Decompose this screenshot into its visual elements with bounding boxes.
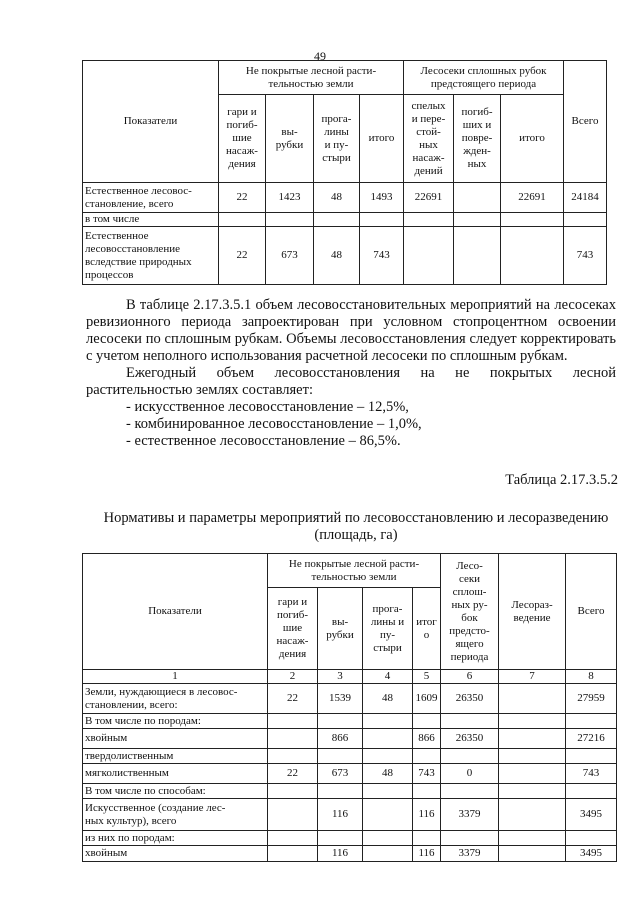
body-text: [86, 297, 616, 450]
cell: [499, 729, 566, 749]
column-number: 4: [363, 670, 413, 684]
header-felling: вы- рубки: [318, 588, 363, 670]
row-label: Земли, нуждающиеся в лесовос- становлении, всего:: [83, 684, 268, 714]
table-2-label: Таблица 2.17.3.5.2: [505, 472, 618, 488]
cell: 26350: [441, 684, 499, 714]
list-item-natural: - естественное лесовосстановление – 86,5%.: [126, 433, 401, 449]
cell: 3379: [441, 846, 499, 862]
table-row: [83, 764, 617, 784]
table-row: [83, 213, 607, 227]
cell: 48: [314, 227, 360, 285]
cell: [363, 846, 413, 862]
cell: [454, 227, 501, 285]
table-row: [83, 784, 617, 799]
cell: 3379: [441, 799, 499, 831]
cell: 22: [219, 227, 266, 285]
cell: 22: [268, 764, 318, 784]
header-not-covered-lands: Не покрытые лесной расти- тельностью земли: [268, 554, 441, 588]
header-dead-damaged: погиб- ших и повре- жден- ных: [454, 95, 501, 183]
cell: 26350: [441, 729, 499, 749]
table-2-title: Нормативы и параметры мероприятий по лесовосстановлению и лесоразведению (площадь, га): [103, 510, 609, 543]
list-item-artificial: - искусственное лесовосстановление – 12,5%,: [126, 399, 409, 415]
cell: 116: [413, 799, 441, 831]
row-label: хвойным: [83, 729, 268, 749]
row-label: в том числе: [83, 213, 219, 227]
header-burnt-dead: гари и погиб- шие насаж- дения: [268, 588, 318, 670]
row-label: из них по породам:: [83, 831, 268, 846]
cell: 743: [413, 764, 441, 784]
table-row: [83, 227, 607, 285]
cell: 866: [413, 729, 441, 749]
header-not-covered-lands: Не покрытые лесной расти- тельностью земли: [219, 61, 404, 95]
cell: 0: [441, 764, 499, 784]
column-number: 1: [83, 670, 268, 684]
cell: [499, 764, 566, 784]
cell: 27959: [566, 684, 617, 714]
cell: 48: [363, 684, 413, 714]
cell: 1609: [413, 684, 441, 714]
paragraph-1: В таблице 2.17.3.5.1 объем лесовосстановительных мероприятий на лесосеках ревизионного периода запроектирован при условном стопроцентном освоении лесосеки по сплошным рубкам. Объемы лесовосстановления следует корректировать с учетом неполного использования расчетной лесосеки по сплошным рубкам.: [86, 297, 616, 364]
cell: 673: [266, 227, 314, 285]
header-indicators: Показатели: [83, 61, 219, 183]
row-label: мягколиственным: [83, 764, 268, 784]
header-cutting-areas: Лесосеки сплошных рубок предстоящего периода: [404, 61, 564, 95]
table-row: [83, 729, 617, 749]
column-number: 3: [318, 670, 363, 684]
header-indicators: Показатели: [83, 554, 268, 670]
cell: 116: [318, 846, 363, 862]
cell: 743: [566, 764, 617, 784]
table-row: [83, 714, 617, 729]
cell: 3495: [566, 799, 617, 831]
cell: 22691: [404, 183, 454, 213]
cell: 743: [564, 227, 607, 285]
table-row: [83, 831, 617, 846]
cell: 3495: [566, 846, 617, 862]
row-label: твердолиственным: [83, 749, 268, 764]
cell: [499, 846, 566, 862]
cell: [454, 183, 501, 213]
header-mature-stands: спелых и пере- стой- ных насаж- дений: [404, 95, 454, 183]
cell: 22: [219, 183, 266, 213]
header-subtotal: итог о: [413, 588, 441, 670]
row-label: Искусственное (создание лес- ных культур), всего: [83, 799, 268, 831]
column-number: 2: [268, 670, 318, 684]
row-label: Естественное лесовос- становление, всего: [83, 183, 219, 213]
column-number: 6: [441, 670, 499, 684]
cell: [499, 799, 566, 831]
page-number: 49: [314, 49, 326, 63]
table-row: [83, 749, 617, 764]
cell: [268, 846, 318, 862]
cell: 24184: [564, 183, 607, 213]
header-afforestation: Лесораз- ведение: [499, 554, 566, 670]
cell: 22691: [501, 183, 564, 213]
header-felling: вы- рубки: [266, 95, 314, 183]
header-total: Всего: [566, 554, 617, 670]
cell: [499, 684, 566, 714]
column-numbers-row: [83, 670, 617, 684]
header-subtotal-2: итого: [501, 95, 564, 183]
cell: 673: [318, 764, 363, 784]
header-subtotal: итого: [360, 95, 404, 183]
list-item-combined: - комбинированное лесовосстановление – 1,0%,: [126, 416, 422, 432]
header-cutting-areas: Лесо- секи сплош- ных ру- бок предсто- ящего периода: [441, 554, 499, 670]
row-label: Естественное лесовосстановление вследствие природных процессов: [83, 227, 219, 285]
cell: [268, 729, 318, 749]
table-row: [83, 846, 617, 862]
cell: [404, 227, 454, 285]
cell: 866: [318, 729, 363, 749]
row-label: В том числе по породам:: [83, 714, 268, 729]
header-total: Всего: [564, 61, 607, 183]
cell: 1539: [318, 684, 363, 714]
row-label: хвойным: [83, 846, 268, 862]
table-row: [83, 684, 617, 714]
header-burnt-dead: гари и погиб- шие насаж- дения: [219, 95, 266, 183]
table-reforestation-volume: [82, 60, 607, 285]
cell: [363, 799, 413, 831]
table-row: [83, 799, 617, 831]
paragraph-2: Ежегодный объем лесовосстановления на не покрытых лесной растительностью землях составляет:: [86, 365, 616, 398]
table-reforestation-norms: [82, 553, 617, 862]
cell: 48: [314, 183, 360, 213]
header-glades: прога- лины и пу- стыри: [314, 95, 360, 183]
table-row: [83, 183, 607, 213]
cell: 116: [413, 846, 441, 862]
column-number: 7: [499, 670, 566, 684]
row-label: В том числе по способам:: [83, 784, 268, 799]
cell: 22: [268, 684, 318, 714]
cell: 27216: [566, 729, 617, 749]
cell: [363, 729, 413, 749]
column-number: 5: [413, 670, 441, 684]
cell: 116: [318, 799, 363, 831]
cell: 1493: [360, 183, 404, 213]
cell: [501, 227, 564, 285]
header-glades: прога- лины и пу- стыри: [363, 588, 413, 670]
cell: 743: [360, 227, 404, 285]
cell: 48: [363, 764, 413, 784]
cell: 1423: [266, 183, 314, 213]
column-number: 8: [566, 670, 617, 684]
cell: [268, 799, 318, 831]
